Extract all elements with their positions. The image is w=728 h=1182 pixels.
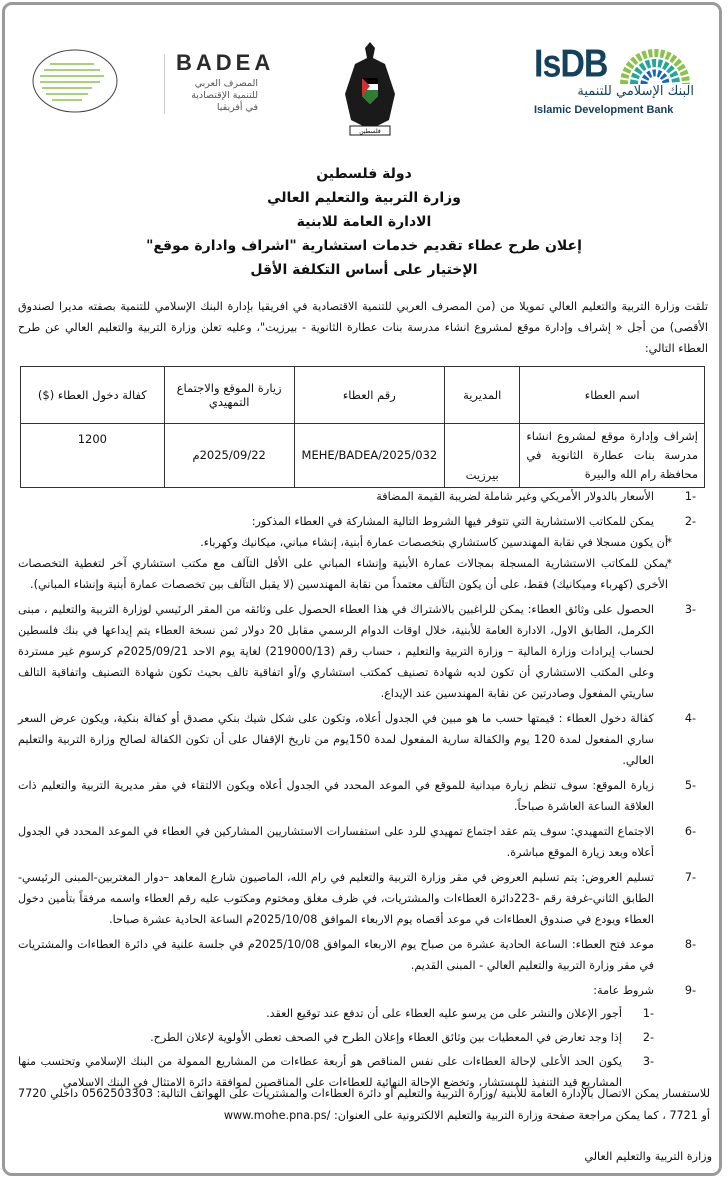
header-tender-number: رقم العطاء (294, 367, 444, 424)
cell-tender-number: MEHE/BADEA/2025/032 (294, 424, 444, 488)
list-item (18, 486, 708, 507)
asterisk-icon: * (666, 536, 672, 549)
contact-info (18, 1083, 710, 1127)
item-text: يمكن للمكاتب الاستشارية التي تتوفر فيها الشروط التالية المشاركة في العطاء المذكور: (251, 515, 654, 528)
header-directorate: المديرية (445, 367, 520, 424)
heading-department: الادارة العامة للابنية (296, 214, 432, 230)
term-text: يكون الحد الأعلى لإحالة العطاءات على نفس المناقص هو أربعة عطاءات من المشاريع الممولة من البنك الإسلامي وتحتسب منها المشاريع قيد التنفيذ للمستشار، وتخضع الإحالة النهائية للعطاءات على المناقصين لموافقة دائرة الامتثال في البنك الاسلامي (18, 1055, 622, 1089)
palestine-eagle-emblem-icon (338, 38, 402, 138)
badea-arabic-line: في أفريقيا (216, 102, 258, 113)
term-number: 2- (642, 1031, 654, 1044)
item-number: 4- (684, 712, 696, 725)
item-text: الأسعار بالدولار الأمريكي وغير شاملة لضريبة القيمة المضافة (376, 490, 654, 503)
item-text: الاجتماع التمهيدي: سوف يتم عقد اجتماع تمهيدي للرد على استفسارات الاستشاريين المشاركين في العطاء في الموعد المحدد في الجدول أعلاه وبعد زيارة الموقع مباشرة. (18, 825, 654, 859)
website-link[interactable]: www.mohe.pna.ps/ (223, 1109, 331, 1122)
heading-selection-method: الإختيار على أساس التكلفة الأقل (250, 262, 478, 278)
bullet-item (18, 553, 708, 595)
africa-globe-icon (30, 48, 120, 114)
term-number: 3- (642, 1055, 654, 1068)
badea-arabic-line: للتنمية الإقتصادية (191, 90, 258, 101)
header-bid-bond: كفالة دخول العطاء ($) (21, 367, 165, 424)
header-site-visit: زيارة الموقع والاجتماع التمهيدي (164, 367, 294, 424)
logo-header (0, 38, 728, 148)
table-header-row (21, 367, 705, 424)
item-number: 1- (684, 490, 696, 503)
list-item (18, 708, 708, 771)
item-number: 2- (684, 515, 696, 528)
cell-site-visit-date: 2025/09/22م (164, 424, 294, 488)
list-item (18, 867, 708, 930)
isdb-dome-icon (620, 44, 690, 84)
tender-table (20, 366, 705, 488)
heading-ministry: وزارة التربية والتعليم العالي (267, 190, 461, 206)
bullet-text: يمكن للمكاتب الاستشارية المسجلة بمجالات عمارة الأبنية وإنشاء المباني على الأقل التآلف مع مكتب استشاري آخر لتغطية التخصصات الأخرى (كهرباء وميكانيك) فقط، على أن يكون التآلف معتمداً من نقابة المهندسين (لا يقبل التآلف بين تخصصات عمارة أبنية وإنشاء المباني). (18, 557, 668, 591)
general-term-item (18, 1003, 708, 1024)
bullet-item (18, 532, 708, 553)
badea-arabic-line: المصرف العربي (194, 78, 258, 89)
isdb-english-name: Islamic Development Bank (534, 104, 674, 116)
term-number: 1- (642, 1007, 654, 1020)
cell-directorate: بيرزيت (445, 424, 520, 488)
contact-text: للاستفسار يمكن الاتصال بالإدارة العامة للأبنية /وزارة التربية والتعليم أو دائرة العطاءات والمشتريات على الهواتف التالية: 0562503303 داخلي 7720 أو 7721 ، كما يمكن مراجعة صفحة وزارة التربية والتعليم الالكترونية على العنوان: (18, 1087, 710, 1122)
list-item (18, 775, 708, 817)
item-text: موعد فتح العطاء: الساعة الحادية عشرة من صباح يوم الاربعاء الموافق 2025/10/08م في جلسة علنية في دائرة العطاءات والمشتريات في مقر وزارة التربية والتعليم العالي - المبنى القديم. (18, 938, 654, 972)
bullet-text: أن يكون مسجلا في نقابة المهندسين كاستشاري بتخصصات عمارة أبنية، إنشاء مباني، ميكانيك وكهرباء. (200, 536, 668, 549)
terms-list (18, 486, 708, 1096)
isdb-arabic-name: البنك الإسلامي للتنمية (577, 84, 694, 99)
emblem-label: فلسطين (359, 128, 381, 135)
list-item (18, 980, 708, 1001)
item-number: 6- (684, 825, 696, 838)
heading-state: دولة فلسطين (316, 166, 412, 182)
asterisk-icon: * (666, 557, 672, 570)
list-item (18, 934, 708, 976)
item-number: 9- (684, 984, 696, 997)
general-term-item (18, 1027, 708, 1048)
signature: وزارة التربية والتعليم العالي (584, 1150, 712, 1163)
item-number: 8- (684, 938, 696, 951)
badea-name: BADEA (176, 50, 275, 75)
item-text: شروط عامة: (593, 984, 654, 997)
intro-paragraph: تلقت وزارة التربية والتعليم العالي تمويلا من (من المصرف العربي للتنمية الاقتصادية في افريقيا بإدارة البنك الإسلامي للتنمية بصفته مديرا لصندوق الأقصى) من أجل « إشراف وإدارة موقع لمشروع انشاء مدرسة بنات عطارة الثانوية - بيرزيت"، وعليه تعلن وزارة التربية والتعليم العالي عن طرح العطاء التالي: (18, 300, 708, 355)
isdb-name: IsDB (534, 42, 608, 86)
list-item (18, 511, 708, 532)
item-text: كفالة دخول العطاء : قيمتها حسب ما هو مبين في الجدول أعلاه، وتكون على شكل شيك بنكي مصدق أو كفالة بنكية، ويكون عرض السعر ساري المفعول لمدة 120 يوم والكفالة سارية المفعول لمدة 150يوم من تاريخ الإقفال على أن تكون الكفالة لصالح وزارة التربية والتعليم العالي. (18, 712, 655, 767)
logo-divider (164, 54, 165, 114)
item-number: 3- (684, 603, 696, 616)
cell-tender-name: إشراف وإدارة موقع لمشروع انشاء مدرسة بنات عطارة الثانوية في محافظة رام الله والبيرة (520, 424, 705, 488)
term-text: إذا وجد تعارض في المعطيات بين وثائق العطاء وإعلان الطرح في الصحف تعطى الأولوية لإعلان الطرح. (150, 1031, 622, 1044)
isdb-logo (534, 42, 704, 132)
term-text: أجور الإعلان والنشر على من يرسو عليه العطاء على أن تدفع عند توقيع العقد. (266, 1007, 622, 1020)
table-row (21, 424, 705, 488)
announcement-headings (0, 162, 728, 282)
header-tender-name: اسم العطاء (520, 367, 705, 424)
list-item (18, 821, 708, 863)
list-item (18, 599, 708, 704)
badea-logo (28, 42, 308, 132)
item-number: 7- (684, 871, 696, 884)
item-number: 5- (684, 779, 696, 792)
cell-bid-bond: 1200 (21, 424, 165, 488)
item-text: الحصول على وثائق العطاء: يمكن للراغبين بالاشتراك في هذا العطاء الحصول على وثائقه من المقر الرئيسي لوزارة التربية والتعليم ، مبنى الكرمل، الطابق الاول، الادارة العامة للأبنية، خلال اوقات الدوام الرسمي مقابل 20 دولار ثمن نسخة العطاء يتم إيداعها في بنك فلسطين لحساب إيرادات وزارة المالية – وزارة التربية والتعليم ، حساب رقم (219000/13) لغاية يوم الاحد 2025/09/21م كرسوم غير مستردة وعلى المكتب الاستشاري أن تكون لديه شهادة تصنيف كمكتب استشاري و/أو اتفاقية تالف بحيث تكون شهادة التصنيف واتفاقية التالف ساريتي المفعول وصادرتين عن نقابة المهندسين عند الإيداع. (18, 603, 655, 700)
item-text: تسليم العروض: يتم تسليم العروض في مقر وزارة التربية والتعليم في رام الله، الماصيون شارع المعاهد –دوار المغتربين-المبنى الرئيسي- الطابق الثاني-غرفة رقم -223دائرة العطاءات والمشتريات، في ظرف مغلق ومختوم ومكتوب عليه رقم العطاء واسمه مرفقاً بتأمين دخول العطاء ويودع في صندوق العطاءات في موعد أقصاه يوم الاربعاء الموافق 2025/10/08م الساعة الحادية عشرة صباحا. (18, 871, 654, 926)
heading-tender-title: إعلان طرح عطاء تقديم خدمات استشارية "اشراف وادارة موقع" (146, 238, 582, 254)
item-text: زيارة الموقع: سوف تنظم زيارة ميدانية للموقع في الموعد المحدد في الجدول أعلاه ويكون الالتقاء في مقر مديرية التربية والتعليم ذات العلاقة الساعة العاشرة صباحاً. (18, 779, 654, 813)
badea-arabic-name (178, 78, 258, 114)
